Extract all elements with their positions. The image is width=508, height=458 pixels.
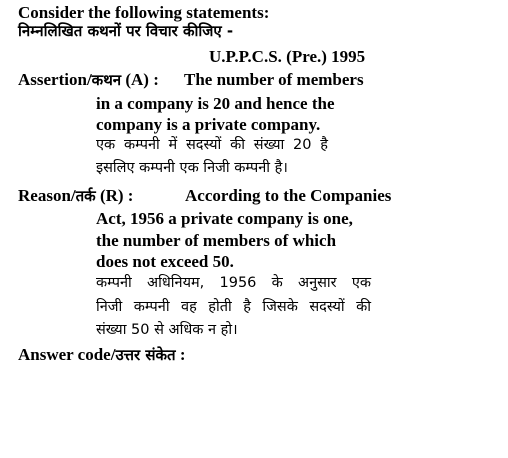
instruction-hi: निम्नलिखित कथनों पर विचार कीजिए - — [18, 22, 234, 40]
assertion-line-en-1: The number of members — [184, 70, 364, 89]
answer-code-label-en: Answer code/ — [18, 345, 116, 364]
reason-line-en-3: the number of members of which — [96, 231, 337, 250]
reason-label — [18, 187, 133, 204]
reason-label-hi: तर्क — [75, 187, 96, 205]
reason-line-en-4: does not exceed 50. — [96, 252, 234, 271]
exam-source: U.P.P.C.S. (Pre.) 1995 — [209, 47, 366, 66]
assertion-label — [18, 71, 159, 88]
reason-label-en: Reason/ — [18, 186, 76, 205]
answer-code-suffix: : — [179, 345, 186, 364]
answer-code-label — [18, 346, 186, 363]
reason-line-hi-3: संख्या 50 से अधिक न हो। — [96, 322, 238, 338]
reason-line-hi-1: कम्पनी अधिनियम, 1956 के अनुसार एक — [96, 275, 371, 291]
assertion-line-en-3: company is a private company. — [96, 115, 321, 134]
assertion-line-en-2: in a company is 20 and hence the — [96, 94, 335, 113]
assertion-label-hi: कथन — [91, 71, 122, 89]
reason-line-hi-2: निजी कम्पनी वह होती है जिसके सदस्यों की — [96, 299, 371, 315]
reason-line-en-1: According to the Companies — [185, 186, 392, 205]
answer-code-label-hi: उत्तर संकेत — [115, 346, 176, 364]
reason-label-suffix: (R) : — [99, 186, 134, 205]
assertion-line-hi-1: एक कम्पनी में सदस्यों की संख्या 20 है — [96, 137, 328, 153]
reason-line-en-2: Act, 1956 a private company is one, — [96, 209, 353, 228]
assertion-line-hi-2: इसलिए कम्पनी एक निजी कम्पनी है। — [96, 160, 288, 176]
assertion-label-en: Assertion/ — [18, 70, 92, 89]
instruction-en: Consider the following statements: — [18, 3, 270, 22]
assertion-label-suffix: (A) : — [125, 70, 159, 89]
